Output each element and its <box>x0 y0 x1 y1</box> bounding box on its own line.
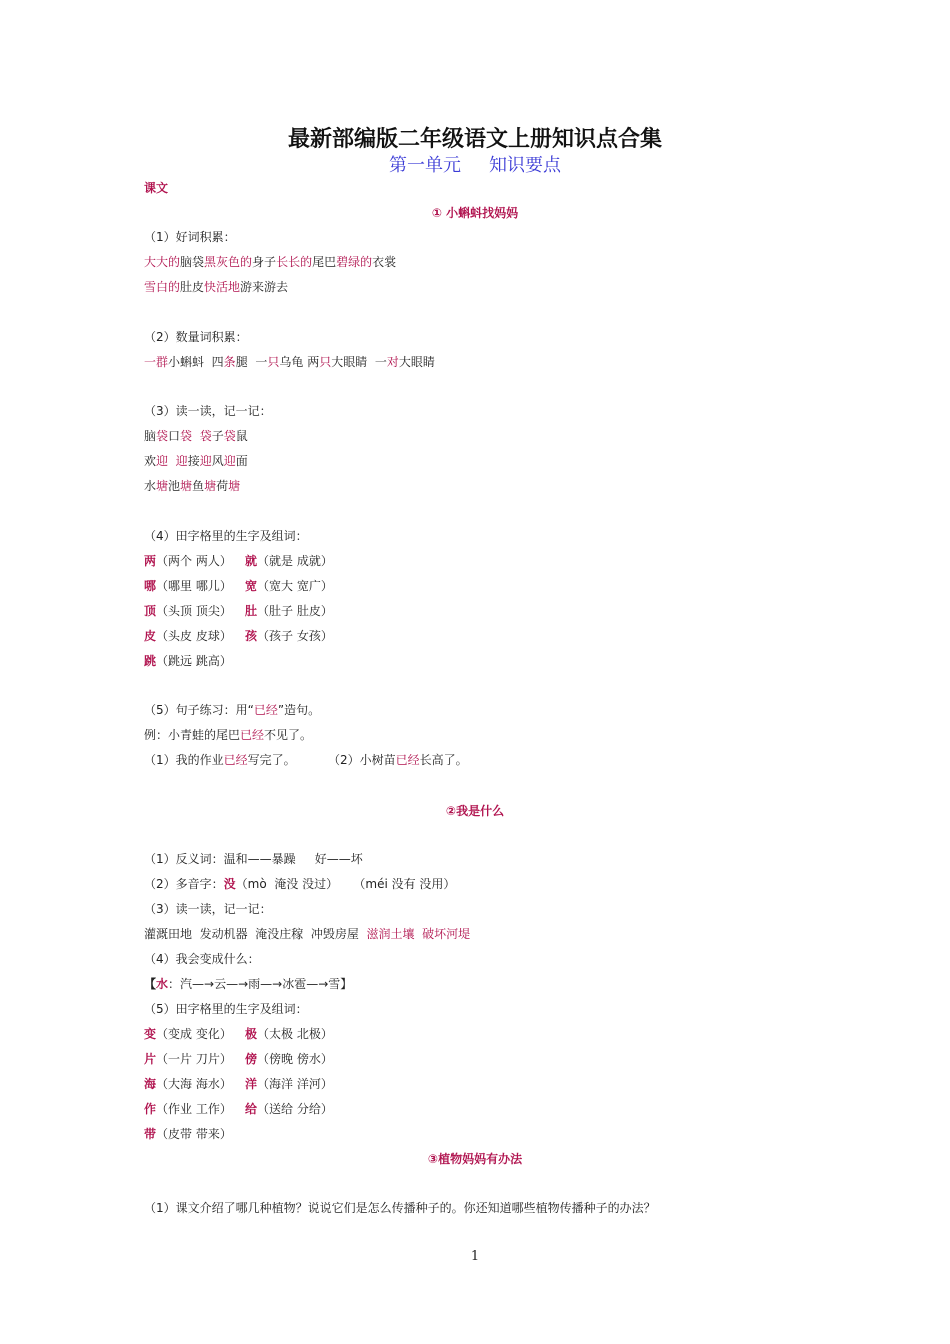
lesson1-q1: （1）好词积累： <box>144 230 236 244</box>
measure-word: 只 <box>319 355 332 369</box>
poly-char: 没 <box>223 877 236 891</box>
char: 迎 <box>223 454 236 468</box>
char-words: （头顶 顶尖） <box>156 604 232 618</box>
phrases-line <box>144 926 470 942</box>
char: 跳 <box>144 654 157 668</box>
char: 宽 <box>245 579 258 593</box>
char-words: （头皮 皮球） <box>156 629 232 643</box>
char-row <box>144 603 444 619</box>
char-words: （大海 海水） <box>156 1077 232 1091</box>
q5-text: ”造句。 <box>277 703 321 717</box>
char: 两 <box>144 554 157 568</box>
char-words: （变成 变化） <box>156 1027 232 1041</box>
char: 塘 <box>156 479 169 493</box>
char: 面 <box>235 454 248 468</box>
word: 衣裳 <box>372 255 397 269</box>
char: 脑 <box>144 429 157 443</box>
char-words: （送给 分给） <box>257 1102 333 1116</box>
char: 片 <box>144 1052 157 1066</box>
char-words: （海洋 洋河） <box>257 1077 333 1091</box>
read-row-1 <box>144 428 248 444</box>
q5-text: （5）句子练习：用“ <box>144 703 254 717</box>
unit-label: 第一单元 <box>389 155 461 176</box>
char-words: （作业 工作） <box>156 1102 232 1116</box>
word: 尾巴 <box>312 255 337 269</box>
char: 洋 <box>245 1077 258 1091</box>
lesson1-q5 <box>144 702 320 718</box>
lesson1-q4: （4）田字格里的生字及组词： <box>144 529 308 543</box>
char: 接 <box>187 454 200 468</box>
char-words: （跳远 跳高） <box>156 654 232 668</box>
char-row <box>144 578 444 594</box>
char: 变 <box>144 1027 157 1041</box>
numeral: 一 <box>255 355 268 369</box>
sentence-text: （1）我的作业 <box>144 753 224 767</box>
word: 脑袋 <box>180 255 205 269</box>
char: 极 <box>245 1027 258 1041</box>
char: 哪 <box>144 579 157 593</box>
example-text: 例：小青蛙的尾巴 <box>144 728 241 742</box>
phrases-highlight: 滋润土壤 破坏河堤 <box>366 927 471 941</box>
read-row-3 <box>144 478 240 494</box>
char: 傍 <box>245 1052 258 1066</box>
char: 迎 <box>199 454 212 468</box>
sentence-text: （2）小树苗 <box>328 753 396 767</box>
char-words: （宽大 宽广） <box>257 579 333 593</box>
noun: 大眼睛 <box>398 355 435 369</box>
char-words: （太极 北极） <box>257 1027 333 1041</box>
char-row <box>144 628 444 644</box>
measure-word: 对 <box>386 355 399 369</box>
char: 塘 <box>228 479 241 493</box>
char: 塘 <box>204 479 217 493</box>
q5-keyword: 已经 <box>253 703 278 717</box>
numeral: 四 <box>211 355 224 369</box>
noun: 大眼睛 <box>331 355 375 369</box>
char: 皮 <box>144 629 157 643</box>
numeral: 一 <box>374 355 387 369</box>
char-words: （就是 成就） <box>257 554 333 568</box>
char: 鱼 <box>192 479 205 493</box>
char-words: （两个 两人） <box>156 554 232 568</box>
lesson2-q3: （3）读一读，记一记： <box>144 902 272 916</box>
char: 肚 <box>245 604 258 618</box>
example-keyword: 已经 <box>240 728 265 742</box>
char-row <box>144 653 444 669</box>
char-words: （孩子 女孩） <box>257 629 333 643</box>
water-cycle-line <box>144 976 352 992</box>
phrases: 灌溉田地 发动机器 淹没庄稼 冲毁房屋 <box>144 927 367 941</box>
lesson1-q3: （3）读一读，记一记： <box>144 404 272 418</box>
page-number: 1 <box>470 1249 480 1264</box>
char-row <box>144 1126 444 1142</box>
example-sentence <box>144 727 312 743</box>
lesson1-q2: （2）数量词积累： <box>144 330 248 344</box>
char: 子 <box>211 429 224 443</box>
word: 碧绿的 <box>336 255 373 269</box>
sentence-text: 写完了。 <box>247 753 296 767</box>
practice-sentences <box>144 752 644 768</box>
word: 长长的 <box>276 255 313 269</box>
char: 迎 <box>175 454 188 468</box>
char-row <box>144 1051 444 1067</box>
char: 作 <box>144 1102 157 1116</box>
measure-word: 一群 <box>144 355 169 369</box>
measure-word: 条 <box>223 355 236 369</box>
unit-heading <box>0 151 950 177</box>
char: 就 <box>245 554 258 568</box>
char: 鼠 <box>235 429 248 443</box>
sentence-text: 长高了。 <box>419 753 468 767</box>
water-char: 水 <box>156 977 169 991</box>
lesson2-q5: （5）田字格里的生字及组词： <box>144 1002 308 1016</box>
char-row <box>144 1101 444 1117</box>
char: 袋 <box>223 429 236 443</box>
char: 给 <box>245 1102 258 1116</box>
char: 口 <box>168 429 181 443</box>
antonyms-line: （1）反义词：温和——暴躁 好——坏 <box>144 852 363 866</box>
lesson2-title: ②我是什么 <box>445 804 505 818</box>
word: 雪白的 <box>144 280 181 294</box>
char-words: （哪里 哪儿） <box>156 579 232 593</box>
char: 袋 <box>199 429 212 443</box>
char: 欢 <box>144 454 157 468</box>
char: 海 <box>144 1077 157 1091</box>
char: 风 <box>211 454 224 468</box>
lesson3-title: ③植物妈妈有办法 <box>427 1152 523 1166</box>
read-row-2 <box>144 453 248 469</box>
example-text: 不见了。 <box>264 728 313 742</box>
char: 袋 <box>180 429 193 443</box>
measure-word: 只 <box>267 355 280 369</box>
numeral: 两 <box>307 355 320 369</box>
poly-label: （2）多音字： <box>144 877 224 891</box>
lesson1-title: ① 小蝌蚪找妈妈 <box>431 206 519 220</box>
char-words: （皮带 带来） <box>156 1127 232 1141</box>
word: 大大的 <box>144 255 181 269</box>
char-row <box>144 1076 444 1092</box>
char: 顶 <box>144 604 157 618</box>
lesson2-q4: （4）我会变成什么： <box>144 952 260 966</box>
char <box>168 454 176 468</box>
good-words-line2 <box>144 279 288 295</box>
char: 池 <box>168 479 181 493</box>
char-row <box>144 1026 444 1042</box>
document-title: 最新部编版二年级语文上册知识点合集 <box>287 126 662 152</box>
unit-topic: 知识要点 <box>489 155 561 176</box>
char: 带 <box>144 1127 157 1141</box>
char: 迎 <box>156 454 169 468</box>
sentence-keyword: 已经 <box>395 753 420 767</box>
noun: 腿 <box>235 355 256 369</box>
polyphone-line <box>144 876 455 892</box>
noun: 小蝌蚪 <box>168 355 212 369</box>
char: 袋 <box>156 429 169 443</box>
noun: 乌龟 <box>279 355 308 369</box>
char-words: （傍晚 傍水） <box>257 1052 333 1066</box>
word: 身子 <box>252 255 277 269</box>
char-words: （一片 刀片） <box>156 1052 232 1066</box>
char: 孩 <box>245 629 258 643</box>
char-row <box>144 553 444 569</box>
char: 荷 <box>216 479 229 493</box>
word: 快活地 <box>204 280 241 294</box>
char <box>192 429 200 443</box>
poly-readings: （mò 淹没 没过） （méi 没有 没用） <box>235 877 456 891</box>
word: 游来游去 <box>240 280 289 294</box>
water-cycle: ：汽—→云—→雨—→冰雹—→雪】 <box>168 977 353 991</box>
bracket: 【 <box>144 977 157 991</box>
word: 肚皮 <box>180 280 205 294</box>
section-label: 课文 <box>144 181 169 195</box>
lesson3-q1: （1）课文介绍了哪几种植物？说说它们是怎么传播种子的。你还知道哪些植物传播种子的办法？ <box>144 1201 656 1215</box>
word: 黑灰色的 <box>204 255 253 269</box>
char: 塘 <box>180 479 193 493</box>
measure-words-line <box>144 354 435 370</box>
char: 水 <box>144 479 157 493</box>
sentence-keyword: 已经 <box>223 753 248 767</box>
char-words: （肚子 肚皮） <box>257 604 333 618</box>
good-words-line1 <box>144 254 396 270</box>
